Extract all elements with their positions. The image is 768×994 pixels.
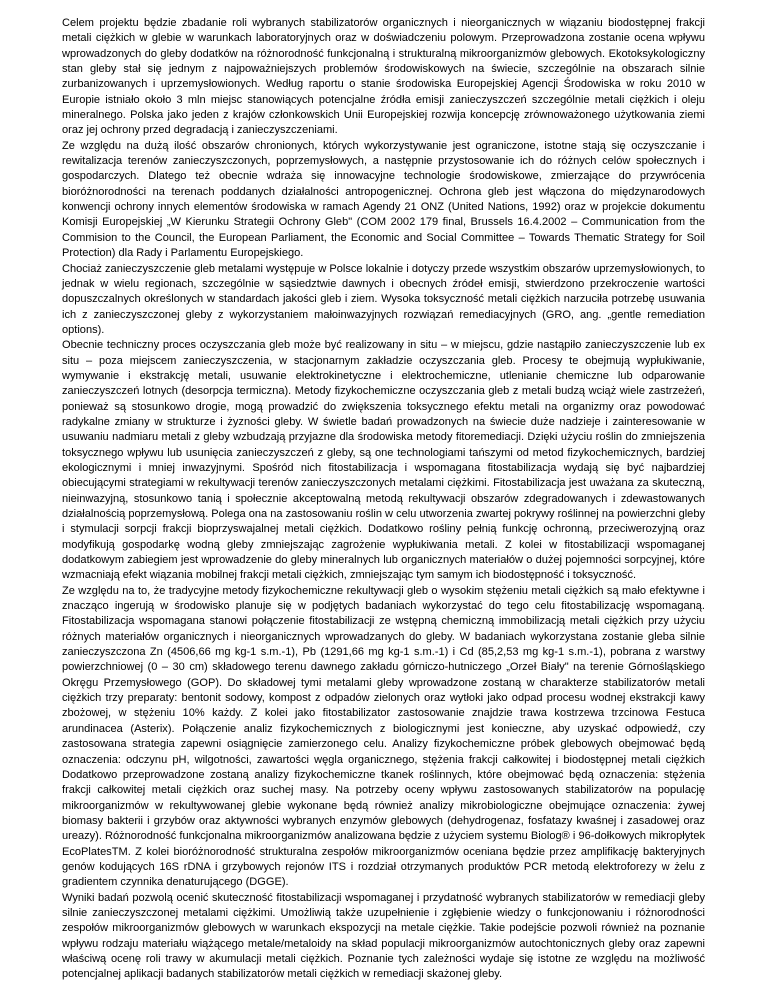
document-body [62,16,705,983]
paragraph-project-goal: Celem projektu będzie zbadanie roli wybranych stabilizatorów organicznych i nieorganicznych w wiązaniu biodostępnej frakcji metali ciężkich w glebie w warunkach laboratoryjnych oraz w doświadczeniu polowym. Przeprowadzona zostanie ocena wpływu wprowadzonych do gleby dodatków na różnorodność funkcjonalną i strukturalną mikroorganizmów glebowych. Ekotoksykologiczny stan gleby stał się jednym z najpoważniejszych problemów środowiskowych na świecie, szczególnie na obszarach silnie zurbanizowanych i uprzemysłowionych. Według raportu o stanie środowiska Europejskiej Agencji Środowiska w roku 2010 w Europie istniało około 3 mln miejsc stanowiących potencjalne źródła emisji zanieczyszczeń szczególnie metali ciężkich i oleju mineralnego. Polska jako jeden z krajów członkowskich Unii Europejskiej rozwija koncepcję zrównoważonego użytkowania ziemi oraz jej ochrony przed degradacją i zanieczyszczeniami. [62,17,705,137]
paragraph-expected-results: Wyniki badań pozwolą ocenić skuteczność fitostabilizacji wspomaganej i przydatność wybranych stabilizatorów w remediacji gleby silnie zanieczyszczonej metalami ciężkimi. Umożliwią także uzupełnienie i zgłębienie wiedzy o funkcjonowaniu i różnorodności zespołów mikroorganizmów glebowych w warunkach ekspozycji na metale ciężkie. Takie podejście pozwoli również na poznanie wpływu rodzaju materiału wiążącego metale/metaloidy na skład populacji mikroorganizmów autochtonicznych gleby oraz zapewni właściwą ocenę roli trawy w akumulacji metali ciężkich. Poznanie tych zależności wydaje się istotne ze względu na możliwość potencjalnej aplikacji badanych stabilizatorów metali ciężkich w remediacji skażonej gleby. [62,891,705,981]
paragraph-contamination: Chociaż zanieczyszczenie gleb metalami występuje w Polsce lokalnie i dotyczy przede wszystkim obszarów uprzemysłowionych, to jednak w wielu regionach, szczególnie w sąsiedztwie dawnych i obecnych źródeł emisji, stwierdzono przekroczenie wartości dopuszczalnych określonych w standardach jakości gleb i ziem. Wysoka toksyczność metali ciężkich narzuciła potrzebę usuwania ich z zanieczyszczonej gleby z wykorzystaniem małoinwazyjnych rozwiązań remediacyjnych (GRO, ang. „gentle remediation options). [62,262,705,336]
paragraph-assisted-phytostabilization: Ze względu na to, że tradycyjne metody fizykochemiczne rekultywacji gleb o wysokim stężeniu metali ciężkich są mało efektywne i znacząco ingerują w środowisko planuje się w podjętych badaniach wykorzystać do tego celu fitostabilizację wspomaganą. Fitostabilizacja wspomagana stanowi połączenie fitostabilizacji ze wstępną chemiczną immobilizacją metali ciężkich przy użyciu różnych materiałów organicznych i nieorganicznych wprowadzanych do gleby. W badaniach wykorzystana zostanie gleba silnie zanieczyszczona Zn (4506,66 mg kg-1 s.m.-1), Pb (1291,66 mg kg-1 s.m.-1) i Cd (85,2,53 mg kg-1 s.m.-1), pobrana z warstwy powierzchniowej (0 – 30 cm) składowego terenu dawnego zakładu górniczo-hutniczego „Orzeł Biały" na terenie Górnośląskiego Okręgu Przemysłowego (GOP). Do składowej tymi metalami gleby wprowadzone zostaną w charakterze stabilizatorów metali ciężkich trzy preparaty: bentonit sodowy, kompost z odpadów zielonych oraz wytłoki jako odpad procesu wodnej ekstrakcji kawy zbożowej, w stężeniu 10% każdy. Z kolei jako fitostabilizator zastosowanie znajdzie trawa kostrzewa trzcinowa Festuca arundinacea (Asterix). Połączenie analiz fizykochemicznych z biologicznymi jest konieczne, aby uzyskać odpowiedź, czy zastosowana strategia zapewni osiągnięcie zamierzonego celu. Analizy fizykochemiczne próbek glebowych obejmować będą oznaczenia: odczynu pH, wilgotności, zawartości węgla organicznego, stężenia frakcji całkowitej i biodostępnej metali ciężkich Dodatkowo przeprowadzone zostaną analizy fizykochemiczne tkanek roślinnych, które obejmować będą oznaczenia: stężenia frakcji całkowitej metali ciężkich oraz suchej masy. Na potrzeby oceny wpływu zastosowanych stabilizatorów na populację mikroorganizmów w rekultywowanej glebie wykonane będą również analizy mikrobiologiczne obejmujące oznaczenia: żywej biomasy bakterii i grzybów oraz aktywności wybranych enzymów glebowych (dehydrogenaz, fosfatazy kwaśnej i zasadowej oraz ureazy). Różnorodność funkcjonalna mikroorganizmów analizowana będzie z użyciem systemu Biolog® i 96-dołkowych mikropłytek EcoPlatesTM. Z kolei bioróżnorodność strukturalna zespołów mikroorganizmów oceniana będzie przez amplifikację bakteryjnych genów kodujących 16S rDNA i grzybowych rejonów ITS i rozdział otrzymanych produktów PCR metodą elektroforezy w żelu z gradientem czynnika denaturującego (DGGE). [62,584,705,889]
paragraph-protected-areas: Ze względu na dużą ilość obszarów chronionych, których wykorzystywanie jest ograniczone, istotne stają się oczyszczanie i rewitalizacja terenów zanieczyszczonych, poprzemysłowych, a następnie przystosowanie ich do różnych celów społecznych i gospodarczych. Dlatego też obecnie wdraża się innowacyjne technologie środowiskowe, zmierzające do przywrócenia bioróżnorodności na terenach poddanych działalności antropogenicznej. Ochrona gleb jest włączona do międzynarodowych konwencji ochrony innych elementów środowiska w ramach Agendy 21 ONZ (United Nations, 1992) oraz w projekcie dokumentu Komisji Europejskiej „W Kierunku Strategii Ochrony Gleb" (COM 2002 179 final, Brussels 16.4.2002 – Communication from the Commision to the Council, the European Parliament, the Economic and Social Committee – Towards Thematic Strategy for Soil Protection) dla Rady i Parlamentu Europejskiego. [62,139,705,260]
paragraph-remediation-methods: Obecnie techniczny proces oczyszczania gleb może być realizowany in situ – w miejscu, gdzie nastąpiło zanieczyszczenie lub ex situ – poza miejscem zanieczyszczenia, w stacjonarnym zakładzie oczyszczania gleb. Procesy te obejmują wypłukiwanie, wymywanie i ekstrakcję metali, usuwanie elektrokinetyczne i elektrochemiczne, utlenianie chemiczne lub odparowanie zanieczyszczeń lotnych (desorpcja termiczna). Metody fizykochemiczne oczyszczania gleb z metali budzą wciąż wiele zastrzeżeń, ponieważ są stosunkowo drogie, mogą prowadzić do zwiększenia toksycznego efektu metali na organizmy oraz powodować radykalne zmiany w strukturze i żyzności gleby. W świetle badań prowadzonych na świecie duże nadzieje i zainteresowanie w usuwaniu nadmiaru metali z gleby wzbudzają przyjazne dla środowiska metody fitoremediacji. Dzięki użyciu roślin do zmniejszenia toksycznego wpływu lub usunięcia zanieczyszczeń z gleby, są one technologiami tańszymi od metod fizykochemicznych, bardziej ekologicznymi i mniej inwazyjnymi. Spośród nich fitostabilizacja i wspomagana fitostabilizacja wydają się być najbardziej obiecującymi strategiami w rekultywacji terenów zanieczyszczonych metalami ciężkimi. Fitostabilizacja jest uważana za skuteczną, nieinwazyjną, stosunkowo tanią i społecznie akceptowalną metodą rekultywacji obszarów zdegradowanych i zdewastowanych działalnością poprzemysłową. Polega ona na zastosowaniu roślin w celu utworzenia zwartej pokrywy roślinnej na powierzchni gleby i stymulacji sorpcji frakcji bioprzyswajalnej metali ciężkich. Dodatkowo rośliny pełnią funkcję ochronną, przeciwerozyjną oraz modyfikują gospodarkę wodną gleby zmniejszając zagrożenie wypłukiwania metali. Z kolei w fitostabilizacji wspomaganej dodatkowym zabiegiem jest wprowadzenie do gleby mineralnych lub organicznych materiałów o dużej pojemności sorpcyjnej, które wzmacniają efekt wiązania mobilnej frakcji metali ciężkich, zmniejszając tym samym ich biodostępność i toksyczność. [62,339,705,582]
